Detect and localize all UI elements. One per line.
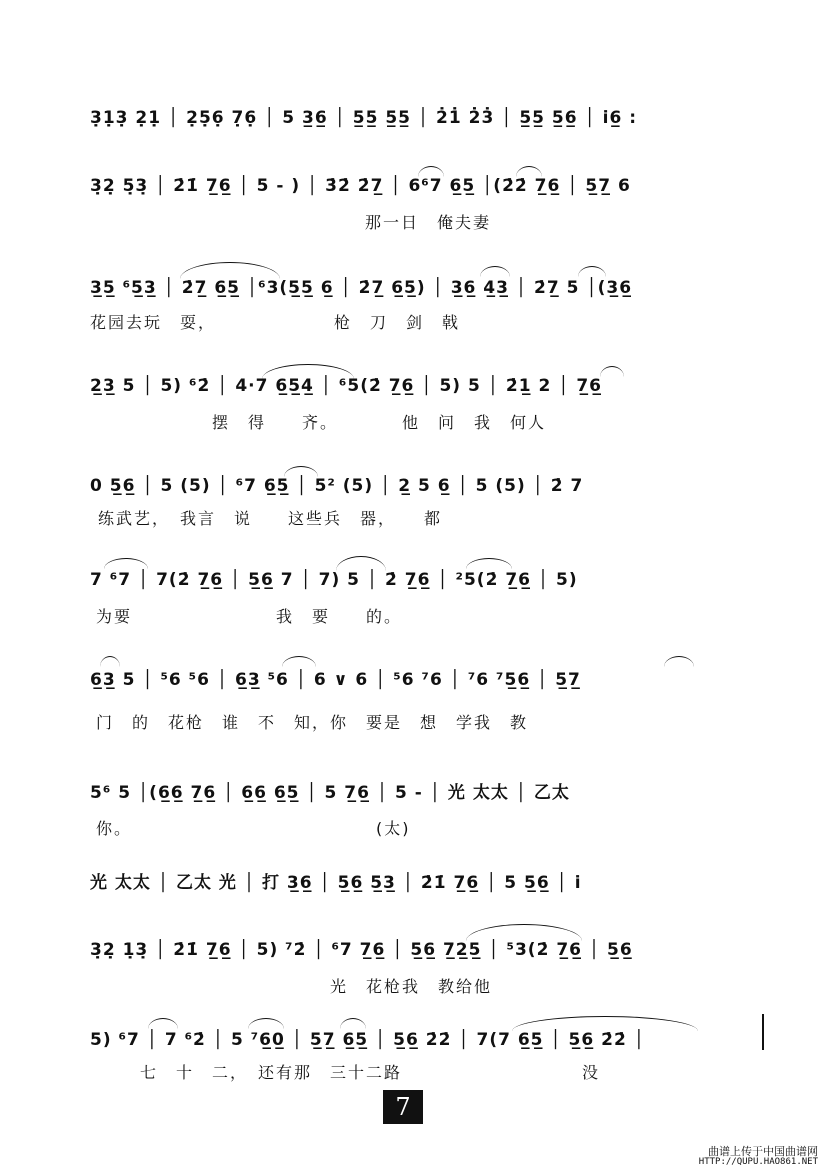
lyric-line: 光 花枪我 教给他 [330, 977, 493, 996]
watermark-url: HTTP://QUPU.HAO861.NET [698, 1157, 818, 1167]
notation-line: 5) ⁶7 │ 7 ⁶2̇ │ 5 ⁷6̲0̲ │ 5̲7̲ 6̲5̲ │ 5̲6̲ 2̇2̇ │ 7(7 6̲5̲ │ 5̲6̲ 2̇2̇ │ [90, 1030, 645, 1050]
slur [480, 266, 510, 277]
page-number: 7 [383, 1090, 423, 1124]
notation-line: 3̲5̲ ⁶5̲3̲ │ 2̇7̲ 6̲5̲ │⁶3(5̲5̲ 6̲ │ 2̇7̲ 6̲5̲) │ 3̲6̲ 4̲3̲ │ 2̇7̲ 5 │(3̲6̲ [90, 278, 633, 298]
watermark-text: 曲谱上传于中国曲谱网 [708, 1145, 818, 1158]
slur [578, 266, 606, 277]
slur [466, 558, 512, 569]
notation-line: 6̲3̲ 5 │ ⁵6 ⁵6 │ 6̲3̲ ⁵6 │ 6 ∨ 6 │ ⁵6 ⁷6 │ ⁷6 ⁷5̲6̲ │ 5̲7̲ [90, 670, 581, 690]
slur [248, 1018, 284, 1029]
slur [340, 1018, 366, 1029]
notation-line: 3̣2̣ 5̣3̣ │ 2̇1̇ 7̲6̲ │ 5 - ) │ 3̇2̇ 2̇7̲ │ 6⁶7 6̲5̲ │(2̇2̇ 7̲6̲ │ 5̲7̲ 6 [90, 176, 631, 196]
slur [336, 556, 386, 571]
lyric-line: 花园去玩 耍， 枪 刀 剑 戟 [90, 313, 461, 332]
lyric-line: 摆 得 齐。 他 问 我 何人 [212, 413, 547, 432]
slur [664, 656, 694, 667]
lyric-line: 七 十 二， 还有那 三十二路 没 [140, 1063, 601, 1082]
slur [466, 924, 582, 941]
slur [100, 656, 120, 667]
end-barline [762, 1014, 764, 1050]
notation-line: 3̣1̣3̣ 2̣1̣ │ 2̣5̣6̣ 7̣6̣ │ 5 3̲6̲ │ 5̲5̲ 5̲5̲ │ 2̇1̇ 2̇3̇ │ 5̲5̲ 5̲6̲ │ i̇6̲ : [90, 108, 638, 128]
lyric-line: 门 的 花枪 谁 不 知，你 要是 想 学我 教 [96, 713, 529, 732]
notation-line: 2̲3̲ 5 │ 5) ⁶2̇ │ 4·7 6̲5̲4̲ │ ⁶5(2̇ 7̲6̲ │ 5) 5 │ 2̇1̲ 2 │ 7̲6̲ [90, 376, 603, 396]
slur [104, 558, 148, 569]
slur [282, 656, 316, 667]
lyric-line: 为要 我 要 的。 [96, 607, 403, 626]
lyric-line: 你。 (太) [96, 819, 411, 838]
lyric-line: 练武艺， 我言 说 这些兵 器， 都 [98, 509, 443, 528]
slur [600, 366, 624, 377]
slur [180, 262, 280, 279]
lyric-line: 那一日 俺夫妻 [365, 213, 492, 232]
notation-line: 0 5̲6̲ │ 5 (5) │ ⁶7 6̲5̲ │ 5² (5) │ 2̲ 5 6̲ │ 5 (5) │ 2̇ 7 [90, 476, 584, 496]
notation-line: 7 ⁶7 │ 7(2̇ 7̲6̲ │ 5̲6̲ 7 │ 7) 5 │ 2̇ 7̲6̲ │ ²5(2̇ 7̲6̲ │ 5) [90, 570, 578, 590]
notation-line: 光 太太 │ 乙太 光 │ 打 3̲6̲ │ 5̲6̲ 5̲3̲ │ 2̇1̇ 7̲6̲ │ 5 5̲6̲ │ i̇ [90, 873, 582, 893]
slur [148, 1018, 178, 1029]
notation-line: 5⁶ 5 │(6̲6̲ 7̲6̲ │ 6̲6̲ 6̲5̲ │ 5 7̲6̲ │ 5 - │ 光 太太 │ 乙太 [90, 783, 570, 803]
notation-line: 3̣2̣ 1̣3̣ │ 2̇1̇ 7̲6̲ │ 5) ⁷2̇ │ ⁶7 7̲6̲ │ 5̲6̲ 7̲2̲5̲ │ ⁵3(2̇ 7̲6̲ │ 5̲6̲ [90, 940, 633, 960]
slur [512, 1016, 698, 1031]
